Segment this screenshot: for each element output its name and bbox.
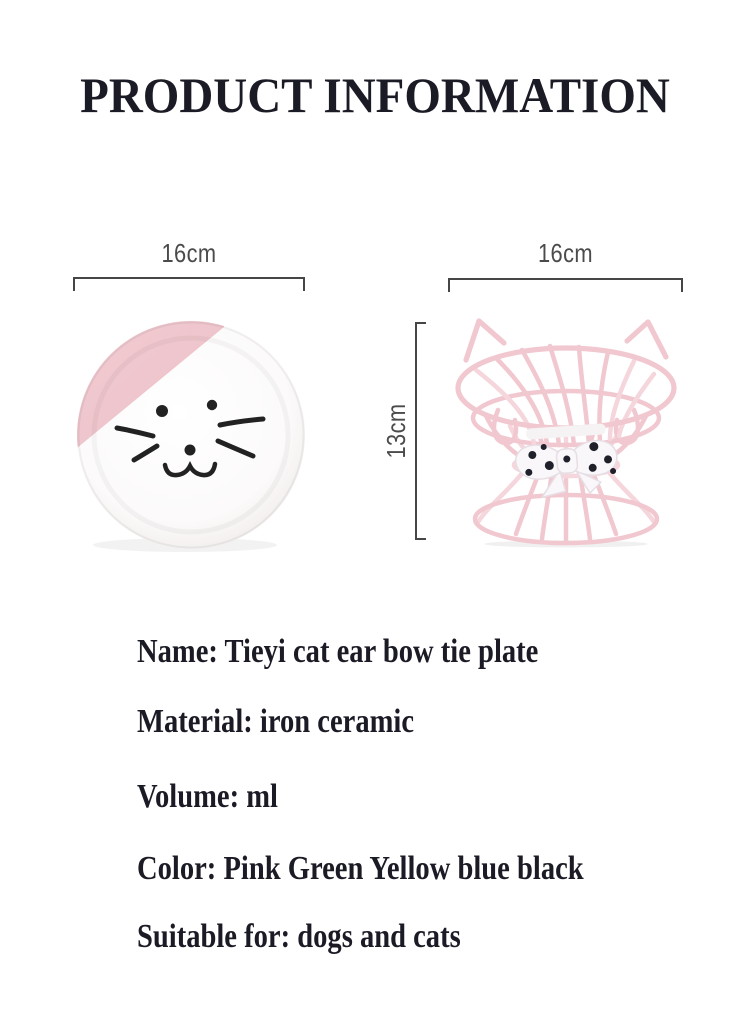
spec-volume: Volume: ml xyxy=(137,778,278,815)
plate-width-label: 16cm xyxy=(161,238,217,268)
stand-width-bracket xyxy=(448,278,683,292)
stand-photo xyxy=(438,298,688,548)
spec-color: Color: Pink Green Yellow blue black xyxy=(137,850,584,887)
plate-photo xyxy=(71,315,311,555)
stand-height-label: 13cm xyxy=(381,403,411,459)
spec-name: Name: Tieyi cat ear bow tie plate xyxy=(137,633,539,670)
stand-width-label: 16cm xyxy=(537,238,594,268)
cat-ear-right xyxy=(627,322,666,357)
spec-material: Material: iron ceramic xyxy=(137,703,415,740)
spec-suitable-for: Suitable for: dogs and cats xyxy=(137,918,461,955)
page-title: PRODUCT INFORMATION xyxy=(80,67,670,123)
stand-height-bracket xyxy=(415,322,426,540)
plate-width-bracket xyxy=(73,277,305,291)
